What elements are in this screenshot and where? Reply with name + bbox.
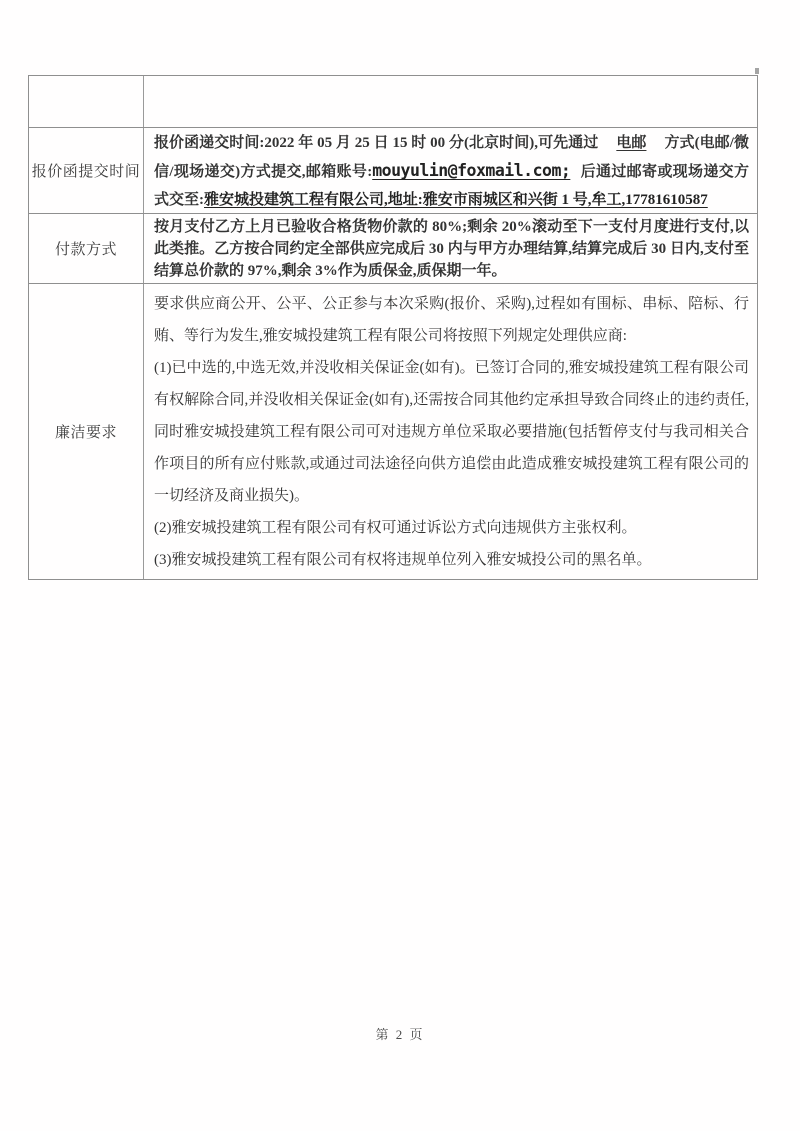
quote-text-lead: 报价函递交时间:2022 年 05 月 25 日 15 时 00 分(北京时间),可先通过	[154, 135, 599, 151]
table-row-integrity-requirements	[29, 284, 757, 579]
blank-row-content-cell	[144, 76, 757, 127]
integrity-paragraph: (3)雅安城投建筑工程有限公司有权将违规单位列入雅安城投公司的黑名单。	[154, 552, 652, 568]
table-row-blank	[29, 76, 757, 128]
integrity-row-header-cell: 廉洁要求	[29, 284, 144, 579]
blank-row-header-cell	[29, 76, 144, 127]
procurement-info-table	[28, 75, 758, 580]
email-address-text: mouyulin@foxmail.com;	[372, 161, 571, 180]
company-address-underlined-text: 雅安城投建筑工程有限公司,地址:雅安市雨城区和兴街 1 号,牟工,17781610587	[204, 192, 708, 208]
payment-row-header-cell: 付款方式	[29, 214, 144, 283]
page-number-footer: 第 2 页	[375, 1027, 425, 1042]
integrity-paragraph: (2)雅安城投建筑工程有限公司有权可通过诉讼方式向违规供方主张权利。	[154, 520, 637, 536]
quote-text-after-email: 后通过邮寄或现场递交方式交至:	[154, 164, 749, 208]
payment-row-content-cell: 按月支付乙方上月已验收合格货物价款的 80%;剩余 20%滚动至下一支付月度进行支付,以此类推。乙方按合同约定全部供应完成后 30 内与甲方办理结算,结算完成后 30 日内,支付至结算总价款的 97%,剩余 3%作为质保金,质保期一年。	[154, 219, 749, 279]
quote-row-content-cell	[144, 128, 757, 213]
integrity-paragraph: (1)已中选的,中选无效,并没收相关保证金(如有)。已签订合同的,雅安城投建筑工程有限公司有权解除合同,并没收相关保证金(如有),还需按合同其他约定承担导致合同终止的违约责任,同时雅安城投建筑工程有限公司可对违规方单位采取必要措施(包括暂停支付与我司相关合作项目的所有应付账款,或通过司法途径向供方追偿由此造成雅安城投建筑工程有限公司的一切经济及商业损失)。	[154, 360, 749, 504]
delivery-method-blank-value: 电邮	[616, 135, 647, 151]
quote-text-mid: 方式(电邮/微信/现场递交)方式提交,邮箱账号:	[154, 135, 749, 180]
integrity-paragraph: 要求供应商公开、公平、公正参与本次采购(报价、采购),过程如有围标、串标、陪标、行贿、等行为发生,雅安城投建筑工程有限公司将按照下列规定处理供应商:	[154, 296, 749, 344]
integrity-row-content-cell	[144, 284, 757, 579]
scan-artifact-speck	[755, 68, 759, 74]
table-row-quote-submission	[29, 128, 757, 214]
quote-row-header-cell: 报价函提交时间	[29, 128, 144, 213]
table-row-payment-method	[29, 214, 757, 284]
